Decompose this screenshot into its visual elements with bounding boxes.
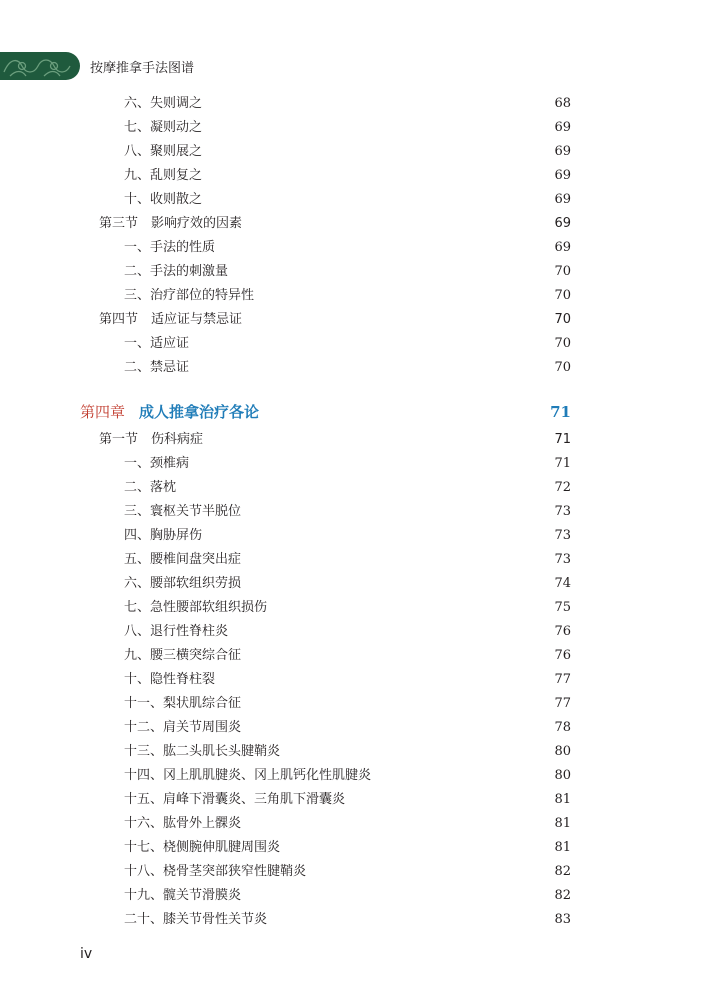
toc-entry-label: 二、禁忌证: [124, 360, 190, 375]
toc-entry-label: 十五、肩峰下滑囊炎、三角肌下滑囊炎: [124, 792, 346, 807]
toc-page-number: 70: [554, 312, 571, 327]
toc-page-number: 81: [554, 792, 571, 807]
toc-entry[interactable]: [124, 453, 571, 475]
page-number: iv: [80, 946, 93, 962]
toc-entry[interactable]: [124, 525, 571, 547]
toc-page-number: 80: [554, 744, 571, 759]
toc-entry-label: 八、退行性脊柱炎: [124, 624, 229, 639]
toc-page-number: 76: [554, 648, 571, 663]
toc-entry[interactable]: [124, 717, 571, 739]
toc-entry[interactable]: [124, 261, 571, 283]
toc-entry[interactable]: [124, 501, 571, 523]
toc-entry-label: 十、收则散之: [124, 192, 203, 207]
toc-chapter-title: 成人推拿治疗各论: [139, 403, 260, 421]
toc-page-number: 68: [554, 96, 571, 111]
toc-entry-label: 三、治疗部位的特异性: [124, 288, 255, 303]
toc-entry-label: 第四节 适应证与禁忌证: [99, 312, 243, 327]
toc-entry-label: 十四、冈上肌肌腱炎、冈上肌钙化性肌腱炎: [124, 768, 372, 783]
toc-entry-label: 十、隐性脊柱裂: [124, 672, 216, 687]
toc-page-number: 69: [554, 216, 571, 231]
toc-entry[interactable]: [124, 693, 571, 715]
toc-entry-label: 一、适应证: [124, 336, 190, 351]
toc-page-number: 83: [554, 912, 571, 927]
toc-entry[interactable]: [124, 285, 571, 307]
toc-entry-label: 三、寰枢关节半脱位: [124, 504, 242, 519]
toc-entry[interactable]: [124, 621, 571, 643]
toc-entry[interactable]: [124, 573, 571, 595]
toc-entry-label: 二十、膝关节骨性关节炎: [124, 912, 268, 927]
toc-page-number: 82: [554, 888, 571, 903]
toc-page-number: 70: [554, 360, 571, 375]
running-header: [0, 50, 722, 82]
toc-page-number: 77: [554, 696, 571, 711]
toc-page-number: 74: [554, 576, 571, 591]
toc-entry[interactable]: [124, 813, 571, 835]
toc-page-number: 77: [554, 672, 571, 687]
toc-entry[interactable]: [124, 645, 571, 667]
toc-entry[interactable]: [124, 549, 571, 571]
toc-entry-label: 九、乱则复之: [124, 168, 203, 183]
toc-page-number: 73: [554, 528, 571, 543]
toc-entry[interactable]: [124, 837, 571, 859]
toc-entry-label: 十一、梨状肌综合征: [124, 696, 242, 711]
toc-entry-label: 一、手法的性质: [124, 240, 216, 255]
toc-entry-label: 四、胸胁屏伤: [124, 528, 203, 543]
toc-entry[interactable]: [124, 909, 571, 931]
toc-entry[interactable]: [124, 141, 571, 163]
toc-entry-label: 十七、桡侧腕伸肌腱周围炎: [124, 840, 281, 855]
toc-entry[interactable]: [124, 237, 571, 259]
toc-page-number: 70: [554, 264, 571, 279]
toc-entry-label: 二、手法的刺激量: [124, 264, 229, 279]
toc-entry[interactable]: [124, 741, 571, 763]
toc-entry-label: 八、聚则展之: [124, 144, 203, 159]
toc-entry-label: 九、腰三横突综合征: [124, 648, 242, 663]
toc-entry-label: 第三节 影响疗效的因素: [99, 216, 243, 231]
toc-page-number: 76: [554, 624, 571, 639]
toc-page-number: 69: [554, 168, 571, 183]
toc-page-number: 69: [554, 240, 571, 255]
toc-page-number: 70: [554, 336, 571, 351]
toc-entry-label: 七、急性腰部软组织损伤: [124, 600, 268, 615]
toc-page-number: 72: [554, 480, 571, 495]
toc-page-number: 81: [554, 840, 571, 855]
toc-entry-label: 十八、桡骨茎突部狭窄性腱鞘炎: [124, 864, 307, 879]
toc-entry-label: 二、落枕: [124, 480, 177, 495]
toc-entry[interactable]: [124, 189, 571, 211]
toc-chapter-number: 第四章: [80, 403, 126, 421]
toc-entry[interactable]: [124, 333, 571, 355]
toc-entry-label: 十三、肱二头肌长头腱鞘炎: [124, 744, 281, 759]
toc-page-number: 80: [554, 768, 571, 783]
toc-page-number: 69: [554, 120, 571, 135]
toc-page-number: 73: [554, 504, 571, 519]
toc-entry-label: 十二、肩关节周围炎: [124, 720, 242, 735]
toc-entry[interactable]: [124, 357, 571, 379]
toc-section[interactable]: [99, 429, 571, 451]
toc-entry[interactable]: [124, 669, 571, 691]
toc-entry-label: 六、腰部软组织劳损: [124, 576, 242, 591]
toc-entry[interactable]: [124, 165, 571, 187]
toc-entry-label: 一、颈椎病: [124, 456, 190, 471]
toc-entry[interactable]: [124, 93, 571, 115]
toc-entry[interactable]: [124, 885, 571, 907]
toc-page-number: 75: [554, 600, 571, 615]
toc-page-number: 71: [554, 456, 571, 471]
toc-page-number: 71: [554, 432, 571, 447]
toc-page-number: 69: [554, 144, 571, 159]
book-title: 按摩推拿手法图谱: [90, 61, 195, 76]
toc-entry[interactable]: [124, 597, 571, 619]
toc-section[interactable]: [99, 213, 571, 235]
toc-entry-label: 六、失则调之: [124, 96, 203, 111]
toc-page-number: 78: [554, 720, 571, 735]
toc-entry[interactable]: [124, 117, 571, 139]
toc-entry[interactable]: [124, 861, 571, 883]
toc-page-number: 70: [554, 288, 571, 303]
decorative-pattern-icon: [0, 52, 80, 80]
toc-page-number: 71: [550, 403, 571, 421]
toc-chapter[interactable]: [80, 399, 571, 425]
toc-entry-label: 七、凝则动之: [124, 120, 203, 135]
toc-chapter-heading: [80, 399, 259, 425]
toc-entry-label: 五、腰椎间盘突出症: [124, 552, 242, 567]
toc-page-number: 81: [554, 816, 571, 831]
toc-section[interactable]: [99, 309, 571, 331]
toc-page-number: 73: [554, 552, 571, 567]
toc-entry[interactable]: [124, 765, 571, 787]
toc-entry[interactable]: [124, 789, 571, 811]
toc-entry-label: 第一节 伤科病症: [99, 432, 204, 447]
toc-entry-label: 十九、髋关节滑膜炎: [124, 888, 242, 903]
toc-entry-label: 十六、肱骨外上髁炎: [124, 816, 242, 831]
toc-entry[interactable]: [124, 477, 571, 499]
toc-page-number: 69: [554, 192, 571, 207]
toc-page-number: 82: [554, 864, 571, 879]
